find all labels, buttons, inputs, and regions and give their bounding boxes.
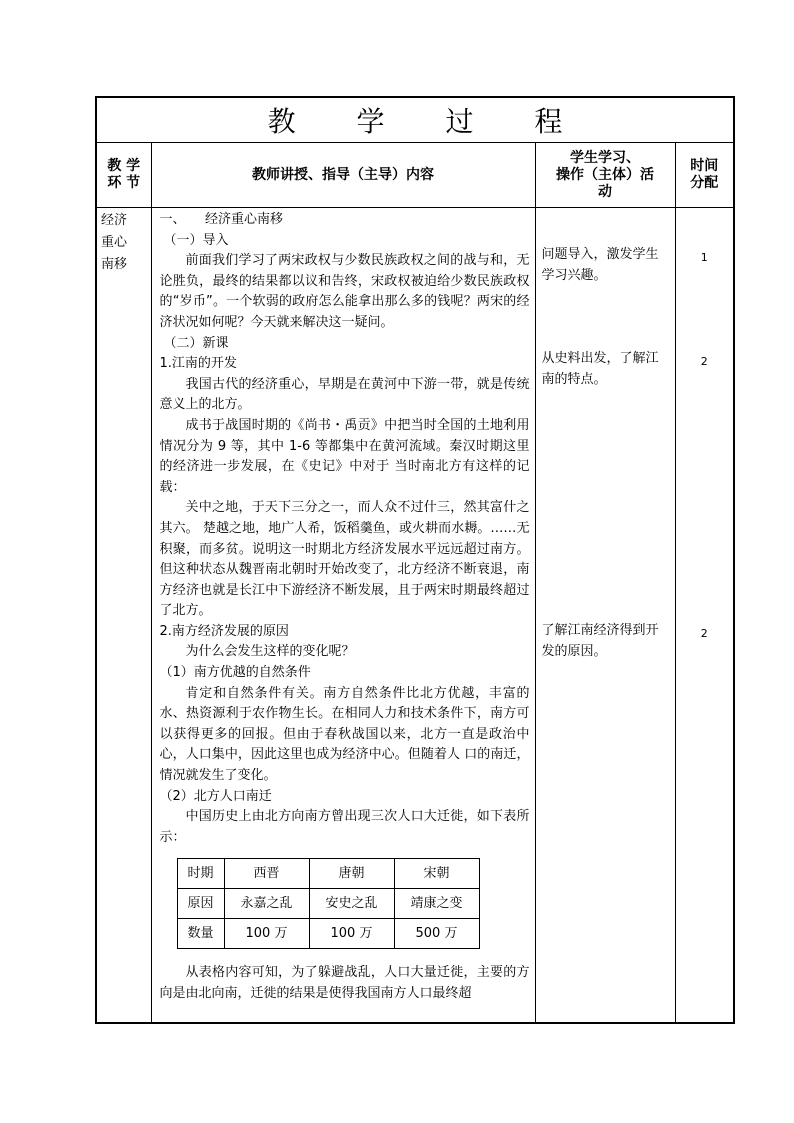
- header-activity: [535, 143, 675, 208]
- time-1: 1: [700, 251, 708, 264]
- stage-cell: [96, 208, 151, 1024]
- point1-paragraph-2: 成书于战国时期的《尚书・禹贡》中把当时全国的土地利用情况分为 9 等，其中 1-6 等都集中在黄河流域。秦汉时期这里的经济进一步发展，在《史记》中对于 当时南北方有这样的记载：: [159, 417, 530, 495]
- header-stage-line2: 环 节: [107, 175, 141, 191]
- point1-paragraph-1: 我国古代的经济重心，早期是在黄河中下游一带，就是传统意义上的北方。: [159, 376, 530, 413]
- migration-table: [177, 858, 480, 949]
- header-row: [96, 143, 734, 208]
- page-title: 教 学 过 程: [96, 97, 734, 143]
- sub1-heading: （1）南方优越的自然条件: [159, 665, 311, 681]
- table-cell: 100 万: [224, 919, 309, 949]
- stage-line2: 重心: [101, 235, 128, 250]
- stage-line3: 南移: [101, 257, 128, 272]
- table-cell: 靖康之变: [394, 889, 479, 919]
- header-activity-line2: 操作（主体）活: [556, 166, 654, 183]
- table-cell: 时期: [177, 859, 224, 889]
- point1-heading: 1.江南的开发: [159, 356, 237, 372]
- time-cell: [675, 208, 734, 1024]
- activity-1: 问题导入，激发学生学习兴趣。: [541, 247, 659, 283]
- table-row: [177, 859, 479, 889]
- intro-paragraph: 前面我们学习了两宋政权与少数民族政权之间的战与和，无论胜负，最终的结果都以议和告终，宋政权被迫给少数民族政权的“岁币”。一个软弱的政府怎么能拿出那么多的钱呢？两宋的经济状况如何呢？今天就来解决这一疑问。: [159, 253, 530, 330]
- activity-2: 从史料出发，了解江南的特点。: [541, 351, 659, 387]
- table-cell: 唐朝: [309, 859, 394, 889]
- table-cell: 数量: [177, 919, 224, 949]
- header-activity-line3: 动: [598, 183, 612, 200]
- new-lesson-heading: （二）新课: [163, 335, 229, 351]
- table-cell: 原因: [177, 889, 224, 919]
- header-time-line1: 时间: [690, 158, 719, 174]
- activity-3: 了解江南经济得到开发的原因。: [541, 623, 659, 659]
- header-activity-line1: 学生学习、: [570, 149, 640, 166]
- after-table-paragraph: 从表格内容可知，为了躲避战乱，人口大量迁徙，主要的方向是由北向南，迁徙的结果是使得我国南方人口最终超: [159, 965, 530, 1001]
- activity-cell: [535, 208, 675, 1024]
- stage-line1: 经济: [101, 213, 128, 228]
- table-row: [177, 919, 479, 949]
- title-row: [96, 97, 734, 143]
- sub2-heading: （2）北方人口南迁: [159, 788, 272, 804]
- header-stage-line1: 教 学: [107, 158, 141, 174]
- time-2: 2: [700, 355, 708, 368]
- header-stage: [96, 143, 151, 208]
- header-time-line2: 分配: [690, 175, 719, 191]
- sub2-paragraph: 中国历史上由北方向南方曾出现三次人口大迁徙，如下表所示：: [159, 809, 530, 845]
- table-cell: 永嘉之乱: [224, 889, 309, 919]
- body-row: [96, 208, 734, 1024]
- table-cell: 100 万: [309, 919, 394, 949]
- point2-heading: 2.南方经济发展的原因: [159, 623, 289, 639]
- lesson-process-table: [95, 96, 735, 1024]
- sub1-paragraph: 肯定和自然条件有关。南方自然条件比北方优越，丰富的水、热资源利于农作物生长。在相同人力和技术条件下，南方可以获得更多的回报。但由于春秋战国以来，北方一直是政治中心，人口集中，因此这里也成为经济中心。但随着人 口的南迁，情况就发生了变化。: [159, 685, 530, 784]
- table-cell: 宋朝: [394, 859, 479, 889]
- point1-paragraph-3: 关中之地，于天下三分之一，而人众不过什三，然其富什之其六。 楚越之地，地广人希，饭稻羹鱼，或火耕而水耨。……无积聚，而多贫。说明这一时期北方经济发展水平远远超过南方。 但这种状态从魏晋南北朝时开始改变了，北方经济不断衰退，南方经济也就是长江中下游经济不断发展，且于两宋时期最终超过了北方。: [159, 500, 530, 619]
- intro-heading: （一）导入: [163, 232, 229, 248]
- point2-question: 为什么会发生这样的变化呢？: [185, 644, 355, 660]
- table-cell: 500 万: [394, 919, 479, 949]
- table-row: [177, 889, 479, 919]
- header-time: [675, 143, 734, 208]
- section-heading: 一、 经济重心南移: [159, 212, 284, 227]
- header-content: 教师讲授、指导（主导）内容: [151, 143, 535, 208]
- table-cell: 安史之乱: [309, 889, 394, 919]
- time-3: 2: [700, 627, 708, 640]
- content-cell: [151, 208, 535, 1024]
- table-cell: 西晋: [224, 859, 309, 889]
